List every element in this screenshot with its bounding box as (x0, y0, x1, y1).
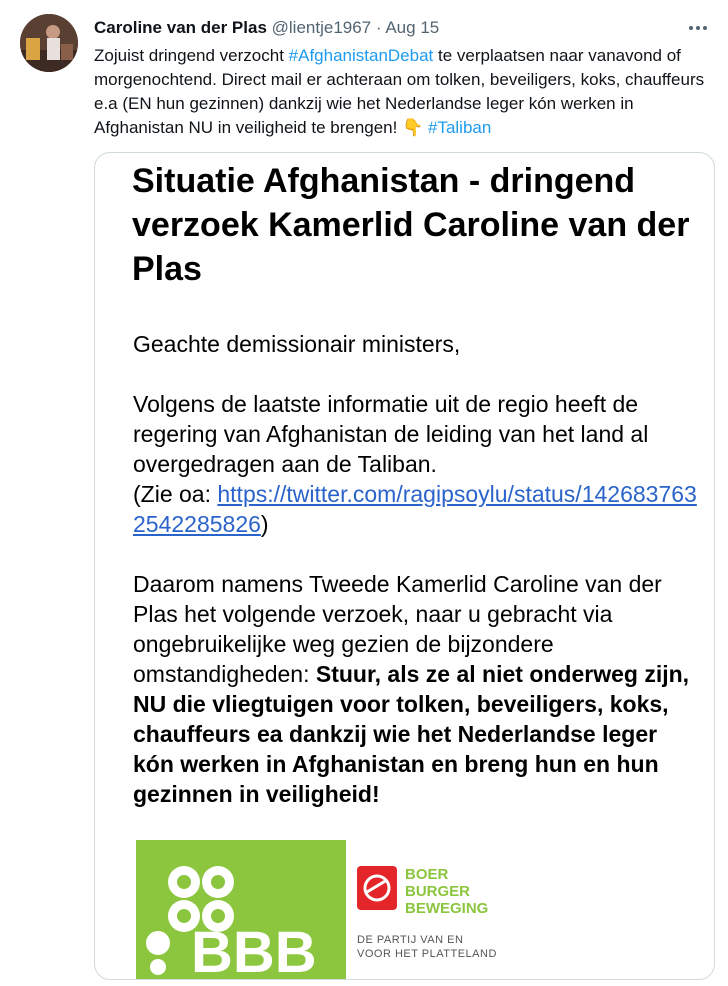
document-paragraph-2 (133, 569, 703, 809)
document-source-link[interactable]: https://twitter.com/ragipsoylu/status/1426837632542285826 (133, 481, 697, 537)
document-ref-open: (Zie oa: (133, 481, 218, 507)
avatar-photo (20, 14, 78, 72)
bbb-name-line1: BOER (405, 866, 449, 883)
bbb-logo-icon (136, 840, 346, 979)
document-ref-close: ) (260, 511, 269, 537)
document-salutation: Geachte demissionair ministers, (133, 331, 461, 357)
pointing-down-emoji-icon: 👇 (402, 118, 424, 137)
tweet-text-part2: te verplaatsen naar vanavond of morgenochtend. Direct mail er achteraan om tolken, beveiligers, koks, chauffeurs e.a (EN hun gezinnen) dankzij wie het Nederlandse leger kón werken in Afghanistan NU in veiligheid te brengen! (94, 46, 705, 137)
bbb-red-emblem-icon (357, 866, 397, 910)
document-paragraph-2-bold: Stuur, als ze al niet onderweg zijn, NU die vliegtuigen voor tolken, beveiligers, koks, chauffeurs ea dankzij wie het Nederlandse leger kón werken in Afghanistan en breng hun en hun gezinnen in veiligheid! (133, 661, 690, 807)
attached-image[interactable] (94, 152, 715, 980)
author-handle[interactable]: @lientje1967 (271, 18, 372, 37)
hashtag-afghanistandebat[interactable]: #AfghanistanDebat (288, 46, 434, 65)
bbb-name-line2: BURGER (405, 883, 471, 900)
tweet-text-part1: Zojuist dringend verzocht (94, 46, 289, 65)
bbb-name-line3: BEWEGING (405, 900, 489, 917)
bbb-tagline (357, 933, 497, 961)
header-separator: · (375, 18, 382, 37)
document-paragraph-2-text: Daarom namens Tweede Kamerlid Caroline van der Plas het volgende verzoek, naar u gebracht via ongebruikelijke weg gezien de bijzondere omstandigheden: (133, 571, 662, 687)
bbb-tagline-line2: VOOR HET PLATTELAND (357, 948, 497, 960)
bbb-name (405, 866, 488, 917)
document-title: Situatie Afghanistan - dringend verzoek Kamerlid Caroline van der Plas (132, 162, 690, 288)
bbb-logo-mark (136, 840, 346, 979)
more-options-button[interactable] (686, 16, 710, 40)
bbb-tagline-line1: DE PARTIJ VAN EN (357, 934, 464, 946)
document-paragraph-1-text: Volgens de laatste informatie uit de regio heeft de regering van Afghanistan de leiding van het land al overgedragen aan de Taliban. (133, 391, 649, 477)
document-body (133, 329, 703, 839)
tweet-text (94, 44, 718, 140)
hashtag-taliban[interactable]: #Taliban (428, 118, 492, 137)
author-name[interactable]: Caroline van der Plas (94, 18, 267, 37)
tweet-date[interactable]: Aug 15 (385, 18, 440, 37)
more-horizontal-icon (686, 16, 710, 40)
bbb-letters: BBB (191, 920, 317, 979)
tweet-header (94, 17, 708, 39)
avatar[interactable] (20, 14, 78, 72)
document-paragraph-1 (133, 389, 703, 539)
